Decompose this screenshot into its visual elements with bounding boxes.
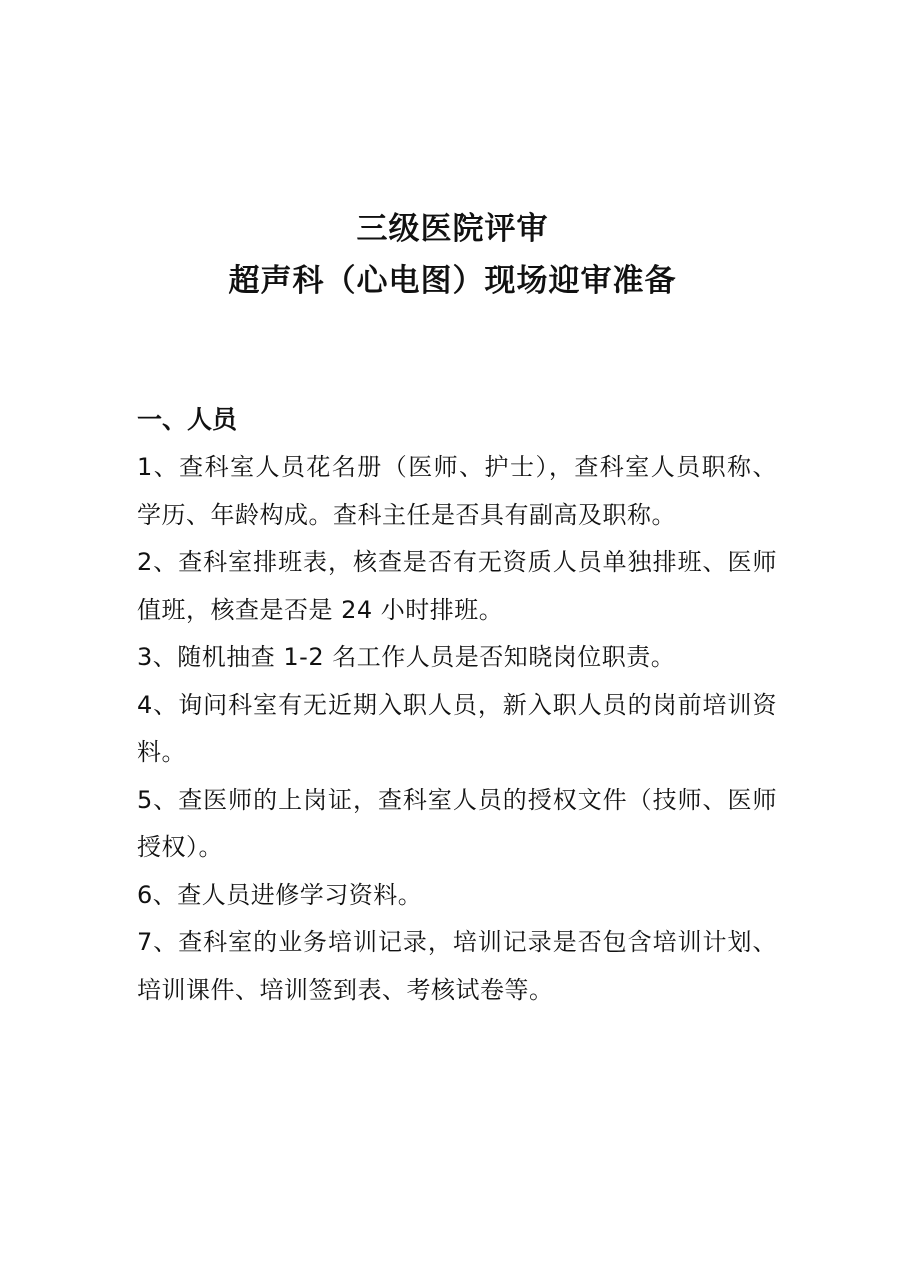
checklist-item-6: 6、查人员进修学习资料。 xyxy=(137,880,423,909)
section-heading-personnel: 一、人员 xyxy=(137,405,238,434)
document-body xyxy=(137,396,777,1014)
title-line-1: 三级医院评审 xyxy=(356,211,549,247)
checklist-item-7: 7、查科室的业务培训记录，培训记录是否包含培训计划、培训课件、培训签到表、考核试卷等。 xyxy=(137,928,777,1004)
document-title xyxy=(0,203,905,307)
checklist-item-4: 4、询问科室有无近期入职人员，新入职人员的岗前培训资料。 xyxy=(137,690,777,766)
checklist-item-2: 2、查科室排班表，核查是否有无资质人员单独排班、医师值班，核查是否是 24 小时排班。 xyxy=(137,548,777,624)
checklist-item-1: 1、查科室人员花名册（医师、护士），查科室人员职称、学历、年龄构成。查科主任是否具有副高及职称。 xyxy=(137,453,777,529)
checklist xyxy=(137,444,777,1014)
checklist-item-3: 3、随机抽查 1-2 名工作人员是否知晓岗位职责。 xyxy=(137,643,676,671)
checklist-item-5: 5、查医师的上岗证，查科室人员的授权文件（技师、医师授权）。 xyxy=(137,785,777,861)
title-line-2: 超声科（心电图）现场迎审准备 xyxy=(228,263,677,299)
